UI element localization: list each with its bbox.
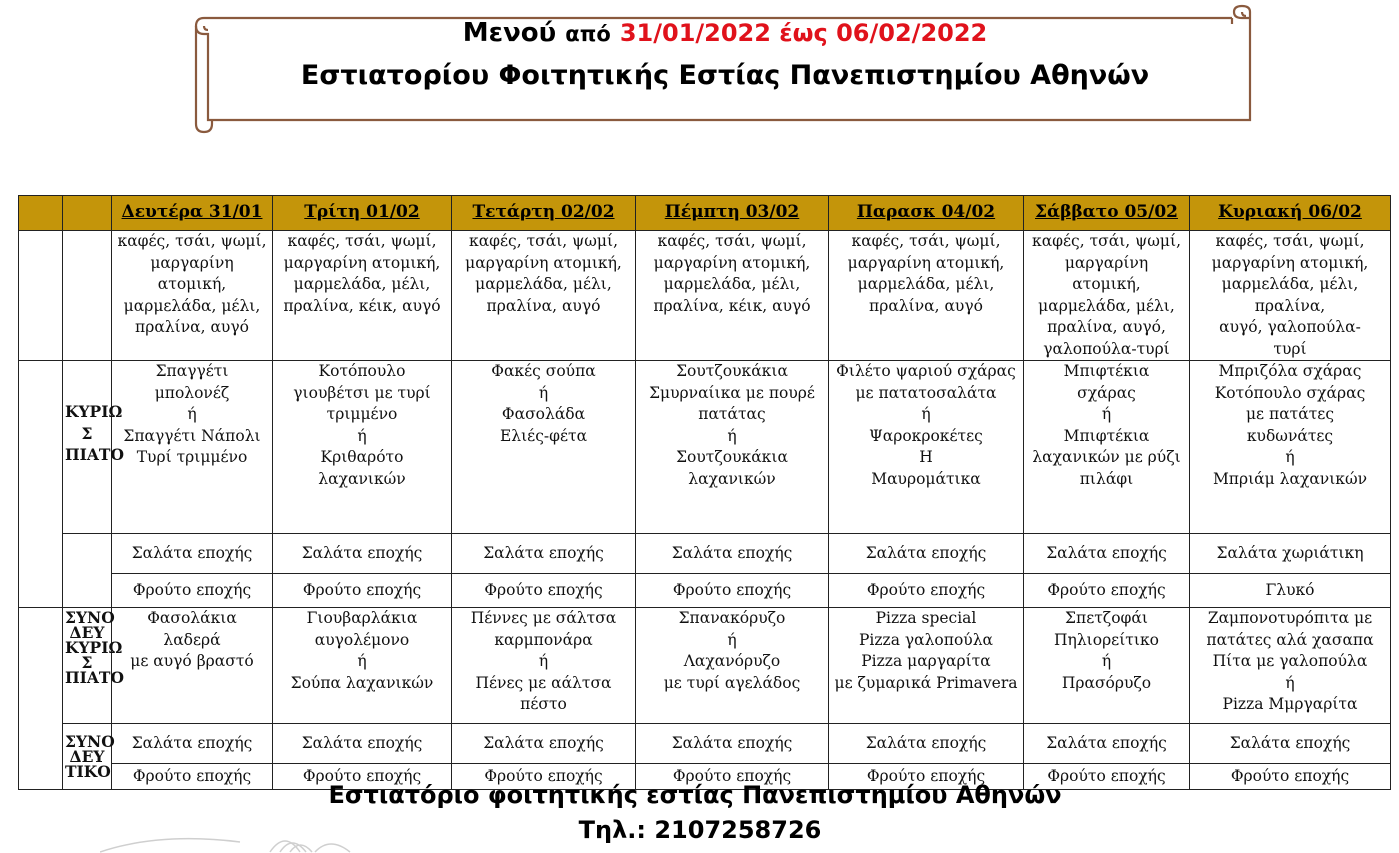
meal-cell: Φρούτο εποχής [273,764,452,790]
date-range: 31/01/2022 έως 06/02/2022 [619,19,988,47]
text-line: ή [538,652,549,670]
text-line: Σπανακόρυζο [678,609,786,627]
text-line: με τυρί αγελάδος [663,673,801,692]
text-line: καφές, τσάι, ψωμί, [1215,232,1365,250]
meal-cell: Φρούτο εποχής [452,574,636,608]
header-blank [19,196,63,231]
row-label-main-dish [63,361,124,534]
text-line: καφές, τσάι, ψωμί, [117,232,267,250]
day-header: Πέμπτη 03/02 [636,196,829,231]
text-line: Πηλιορείτικο [1054,630,1159,649]
text-line: τυρί [1273,339,1307,358]
text-line: Τυρί τριμμένο [136,448,248,466]
meal-cell [636,231,829,361]
text-line: Πίτα με γαλοπούλα [1212,652,1368,670]
meal-cell: Φρούτο εποχής [1024,574,1190,608]
meal-cell [1024,361,1190,534]
text-line: αυγό, γαλοπούλα- [1219,318,1361,336]
text-line: Ελιές-φέτα [499,426,588,445]
text-line: Φιλέτο ψαριού σχάρας [836,362,1016,380]
day-header: Σάββατο 05/02 [1024,196,1190,231]
text-line: Pizza μαργαρίτα [861,652,991,670]
text-line: Μπιφτέκια [1063,362,1150,380]
text-line: μαρμελάδα, μέλι, [123,296,261,315]
text-line: μαργαρίνη ατομική, [1211,253,1369,272]
meal-cell: Σαλάτα εποχής [112,534,273,574]
text-line: Σ [81,653,93,672]
meal-cell: Φρούτο εποχής [112,764,273,790]
text-line: με αυγό βραστό [130,652,254,670]
meal-cell [829,361,1024,534]
meal-cell: Σαλάτα εποχής [636,534,829,574]
text-line: μαρμελάδα, μέλι, [475,275,612,293]
meal-cell: Φρούτο εποχής [1190,764,1391,790]
text-line: με πατάτες [1245,405,1334,423]
meal-cell: Φρούτο εποχής [112,574,273,608]
meal-cell [1190,608,1391,724]
text-line: Pizza Μμργαρίτα [1222,695,1358,713]
text-line: Pizza γαλοπούλα [858,630,993,649]
text-line: πιλάφι [1079,469,1134,488]
meal-cell: Σαλάτα εποχής [112,724,273,764]
row-label-blank [63,534,112,608]
text-line: πραλίνα, αυγό [486,296,601,315]
text-line: μαρμελάδα, μέλι, [857,275,995,293]
day-header: Δευτέρα 31/01 [112,196,273,231]
text-line: πατάτες αλά χασαπα [1206,630,1374,649]
meal-cell: Σαλάτα εποχής [273,534,452,574]
text-line: ΔΕΥ [69,623,105,642]
meal-cell: Φρούτο εποχής [273,574,452,608]
header-blank [63,196,112,231]
day-header: Παρασκ 04/02 [829,196,1024,231]
menu-title [192,18,1258,48]
text-line: Pizza special [875,609,977,627]
text-line: ΣΥΝΟ [65,608,115,627]
meal-cell [1024,608,1190,724]
text-line: ΠΙΑΤΟ [65,668,124,687]
text-line: ή [538,383,549,402]
text-line: ΣΥΝΟ [65,732,115,751]
lunch-main-row [19,361,1391,534]
meal-cell: Σαλάτα εποχής [273,724,452,764]
text-line: αυγολέμονο [314,630,410,649]
text-line: μαρμελάδα, μέλι, [663,275,801,293]
meal-cell [452,608,636,724]
header-row [19,196,1391,231]
meal-cell: Φρούτο εποχής [1024,764,1190,790]
text-line: ή [1101,652,1112,670]
meal-cell: Σαλάτα εποχής [636,724,829,764]
text-line: Φασολάδα [501,405,586,423]
meal-cell: Φρούτο εποχής [636,574,829,608]
row-label-text [65,401,124,466]
footer-restaurant-name: Εστιατόριο φοιτητικής εστίας Πανεπιστημίου Αθηνών [328,781,1062,809]
row-label-blank [63,231,112,361]
text-line: Κριθαρότο [320,448,404,466]
row-label-alt-side [63,724,115,790]
meal-cell [829,231,1024,361]
text-line: καφές, τσάι, ψωμί, [287,232,437,250]
text-line: καρμπονάρα [494,630,593,649]
text-line: μαργαρίνη ατομική, [847,253,1005,272]
text-line: πραλίνα, [1254,296,1326,315]
text-line: ή [357,426,367,445]
text-line: ατομική, [157,275,227,293]
meal-cell [636,608,829,724]
text-line: ΠΙΑΤΟ [65,445,124,464]
text-line: Μπριζόλα σχάρας [1218,362,1362,380]
day-header: Τρίτη 01/02 [273,196,452,231]
text-line: μαργαρίνη ατομική, [465,253,622,272]
text-line: Πέννες με σάλτσα [470,609,617,627]
text-line: Κοτόπουλο [318,362,406,380]
text-line: τριμμένο [326,405,398,423]
alt-main-row [19,608,1391,724]
text-line: κυδωνάτες [1246,426,1334,445]
text-line: μαργαρίνη ατομική, [283,253,441,272]
meal-cell: Φρούτο εποχής [636,764,829,790]
text-line: Λαχανόρυζο [683,652,781,670]
text-line: Μαυρομάτικα [871,469,981,488]
text-line: ή [1285,673,1295,692]
text-line: Μπριάμ λαχανικών [1212,469,1368,488]
text-line: Η [919,448,933,466]
text-line: ή [727,426,737,445]
meal-cell: Σαλάτα εποχής [1024,724,1190,764]
text-line: μαρμελάδα, μέλι, [1038,296,1175,315]
row-label-text [65,732,115,781]
text-line: Μπιφτέκια [1063,426,1150,445]
text-line: Ψαροκροκέτες [869,426,983,445]
section-blank [19,608,63,790]
text-line: Σ [81,423,93,443]
text-line: Σπαγγέτι [155,362,229,380]
text-line: μαργαρίνη ατομική, [653,253,811,272]
row-label-text [65,608,124,687]
text-line: ή [1285,448,1295,466]
text-line: Σούπα λαχανικών [290,673,434,692]
footer-phone: Τηλ.: 2107258726 [578,816,822,844]
text-line: Σπετζοφάι [1065,609,1148,627]
meal-cell [1024,231,1190,361]
text-line: πραλίνα, αυγό [135,318,249,336]
text-line: Ζαμπονοτυρόπιτα με [1207,609,1373,627]
text-line: ή [357,652,367,670]
alt-salad-row [19,724,1391,764]
text-line: Πρασόρυζο [1061,673,1152,692]
day-header: Κυριακή 06/02 [1190,196,1391,231]
title-banner [192,4,1258,136]
text-line: καφές, τσάι, ψωμί, [1032,232,1181,250]
lunch-salad-row [19,534,1391,574]
text-line: πραλίνα, αυγό [869,296,983,315]
text-line: ή [921,405,931,423]
text-line: σχάρας [1077,383,1136,402]
meal-cell [273,608,452,724]
text-line: Σπαγγέτι Νάπολι [123,426,261,445]
text-line: πατάτας [698,405,766,423]
meal-cell [452,361,636,534]
text-line: πραλίνα, αυγό, [1047,318,1166,336]
text-line: Πένες με αάλτσα [475,673,612,692]
text-line: καφές, τσάι, ψωμί, [469,232,618,250]
section-blank [19,361,63,608]
meal-cell: Σαλάτα εποχής [452,534,636,574]
text-line: καφές, τσάι, ψωμί, [657,232,807,250]
text-line: ή [1101,405,1112,423]
meal-cell: Σαλάτα εποχής [829,724,1024,764]
menu-word: Μενού [462,18,557,48]
meal-cell: Σαλάτα εποχής [1190,724,1391,764]
meal-cell [273,361,452,534]
meal-cell: Σαλάτα εποχής [1024,534,1190,574]
text-line: μαρμελάδα, μέλι, [293,275,431,293]
text-line: λαχανικών με ρύζι [1032,448,1181,466]
menu-subtitle: Εστιατορίου Φοιτητικής Εστίας Πανεπιστημίου Αθηνών [300,60,1150,91]
text-line: ή [727,630,737,649]
meal-cell [273,231,452,361]
text-line: μαργαρίνη [1064,253,1149,272]
text-line: ή [187,405,197,423]
text-line: με πατατοσαλάτα [855,383,997,402]
from-word: από [565,22,611,46]
text-line: Φασολάκια [147,609,237,627]
text-line: Σμυρναίικα με πουρέ [649,383,815,402]
text-line: μαρμελάδα, μέλι, [1221,275,1359,293]
meal-cell [112,361,273,534]
text-line: Σουτζουκάκια [676,362,788,380]
text-line: ΚΥΡΙΩ [65,402,123,421]
text-line: πραλίνα, κέικ, αυγό [283,296,441,315]
section-blank [19,231,63,361]
text-line: ΔΕΥ [69,747,105,766]
text-line: Σουτζουκάκια [676,448,788,466]
meal-cell [452,231,636,361]
breakfast-row [19,231,1391,361]
text-line: λαχανικών [688,469,776,488]
text-line: γιουβέτσι με τυρί [293,383,431,402]
meal-cell: Γλυκό [1190,574,1391,608]
meal-cell: Σαλάτα εποχής [452,724,636,764]
lunch-fruit-row [19,574,1391,608]
menu-table [18,195,1391,790]
text-line: καφές, τσάι, ψωμί, [851,232,1001,250]
text-line: ΚΥΡΙΩ [65,638,123,657]
meal-cell [636,361,829,534]
text-line: πραλίνα, κέικ, αυγό [653,296,811,315]
text-line: ΤΙΚΟ [65,762,111,781]
meal-cell: Φρούτο εποχής [829,574,1024,608]
text-line: Φακές σούπα [491,362,596,380]
text-line: λαχανικών [318,469,406,488]
text-line: με ζυμαρικά Primavera [834,673,1018,692]
decorative-watermark-icon [100,826,400,853]
text-line: Γιουβαρλάκια [306,609,418,627]
meal-cell [829,608,1024,724]
meal-cell: Φρούτο εποχής [452,764,636,790]
meal-cell: Φρούτο εποχής [829,764,1024,790]
text-line: ατομική, [1072,275,1141,293]
meal-cell: Σαλάτα εποχής [829,534,1024,574]
day-header: Τετάρτη 02/02 [452,196,636,231]
meal-cell: Σαλάτα χωριάτικη [1190,534,1391,574]
text-line: γαλοπούλα-τυρί [1043,339,1170,358]
text-line: πέστο [520,695,567,713]
meal-cell [1190,231,1391,361]
text-line: μπολονέζ [154,383,230,402]
text-line: Κοτόπουλο σχάρας [1214,383,1366,402]
text-line: λαδερά [163,630,221,649]
meal-cell [112,608,273,724]
text-line: μαργαρίνη [150,253,234,272]
meal-cell [112,231,273,361]
meal-cell [1190,361,1391,534]
row-label-alt-dish [63,608,124,724]
